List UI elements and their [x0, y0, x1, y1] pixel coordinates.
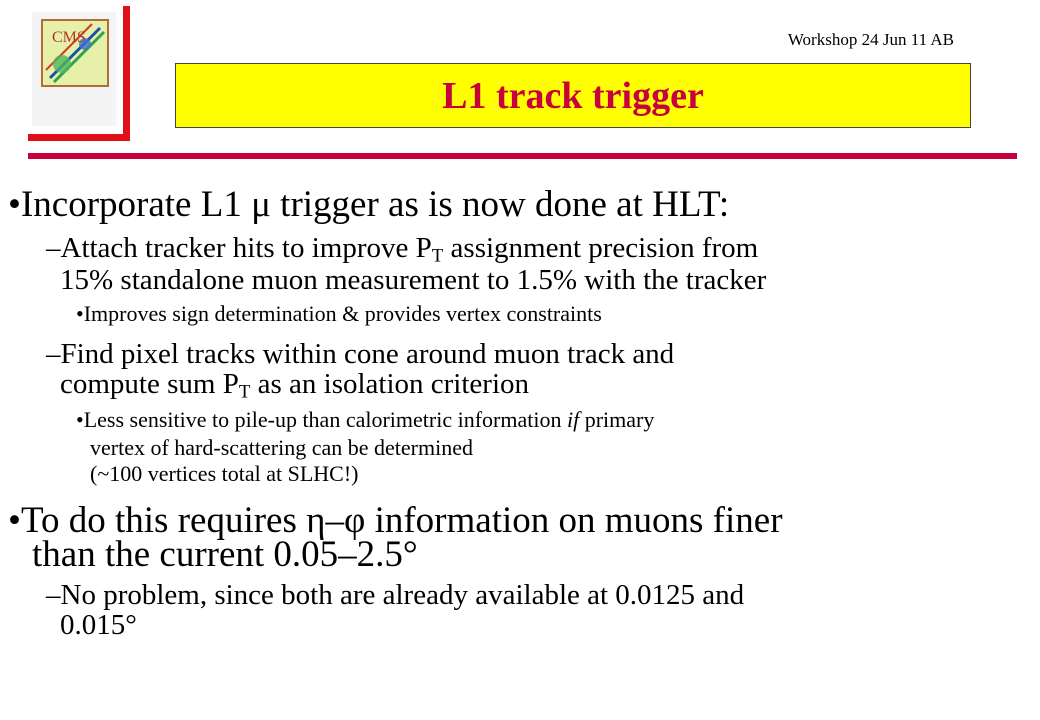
slide-title: L1 track trigger: [442, 74, 704, 117]
sub-bullet-1-line-2: 15% standalone muon measurement to 1.5% with the tracker: [60, 264, 767, 296]
tertiary-bullet-2-text: Less sensitive to pile-up than calorimetric information: [83, 407, 567, 432]
bullet-marker: •: [8, 184, 21, 225]
bullet-marker: •: [76, 301, 84, 326]
sub-bullet-1-line-1: [46, 232, 758, 268]
sub-bullet-2-line-2: [60, 368, 529, 404]
tertiary-bullet-2-line-3: (~100 vertices total at SLHC!): [90, 461, 359, 486]
logo-text: CMS: [52, 29, 86, 46]
bullet-1: [8, 183, 729, 226]
sub-bullet-3-line-1: –No problem, since both are already available at 0.0125 and: [46, 579, 745, 611]
bullet-2-text: To do this requires η–φ information on muons finer: [20, 500, 783, 541]
bullet-marker: •: [76, 407, 84, 432]
tertiary-bullet-1: [76, 301, 602, 327]
sub-bullet-1-text: –Attach tracker hits to improve P: [46, 232, 432, 264]
bullet-1-text: Incorporate L1 μ trigger as is now done at HLT:: [20, 184, 730, 225]
sub-bullet-2-text-end: as an isolation criterion: [250, 368, 530, 400]
tertiary-bullet-1-text: Improves sign determination & provides vertex constraints: [83, 301, 602, 326]
header-meta: Workshop 24 Jun 11 AB: [787, 30, 954, 49]
sub-bullet-2-line-1: –Find pixel tracks within cone around muon track and: [46, 338, 675, 370]
sub-bullet-1-text-end: assignment precision from: [443, 232, 759, 264]
sub-bullet-2-text: compute sum P: [60, 368, 239, 400]
subscript-t: T: [238, 381, 251, 403]
bullet-2-line-2: than the current 0.05–2.5°: [32, 534, 418, 575]
subscript-t: T: [431, 245, 444, 267]
emphasis-if: if: [566, 407, 580, 432]
tertiary-bullet-2-text-end: primary: [579, 407, 655, 432]
bullet-marker: •: [8, 500, 21, 541]
tertiary-bullet-2-line-2: vertex of hard-scattering can be determined: [90, 435, 473, 460]
tertiary-bullet-2-line-1: [76, 407, 654, 433]
sub-bullet-3-line-2: 0.015°: [60, 609, 137, 641]
